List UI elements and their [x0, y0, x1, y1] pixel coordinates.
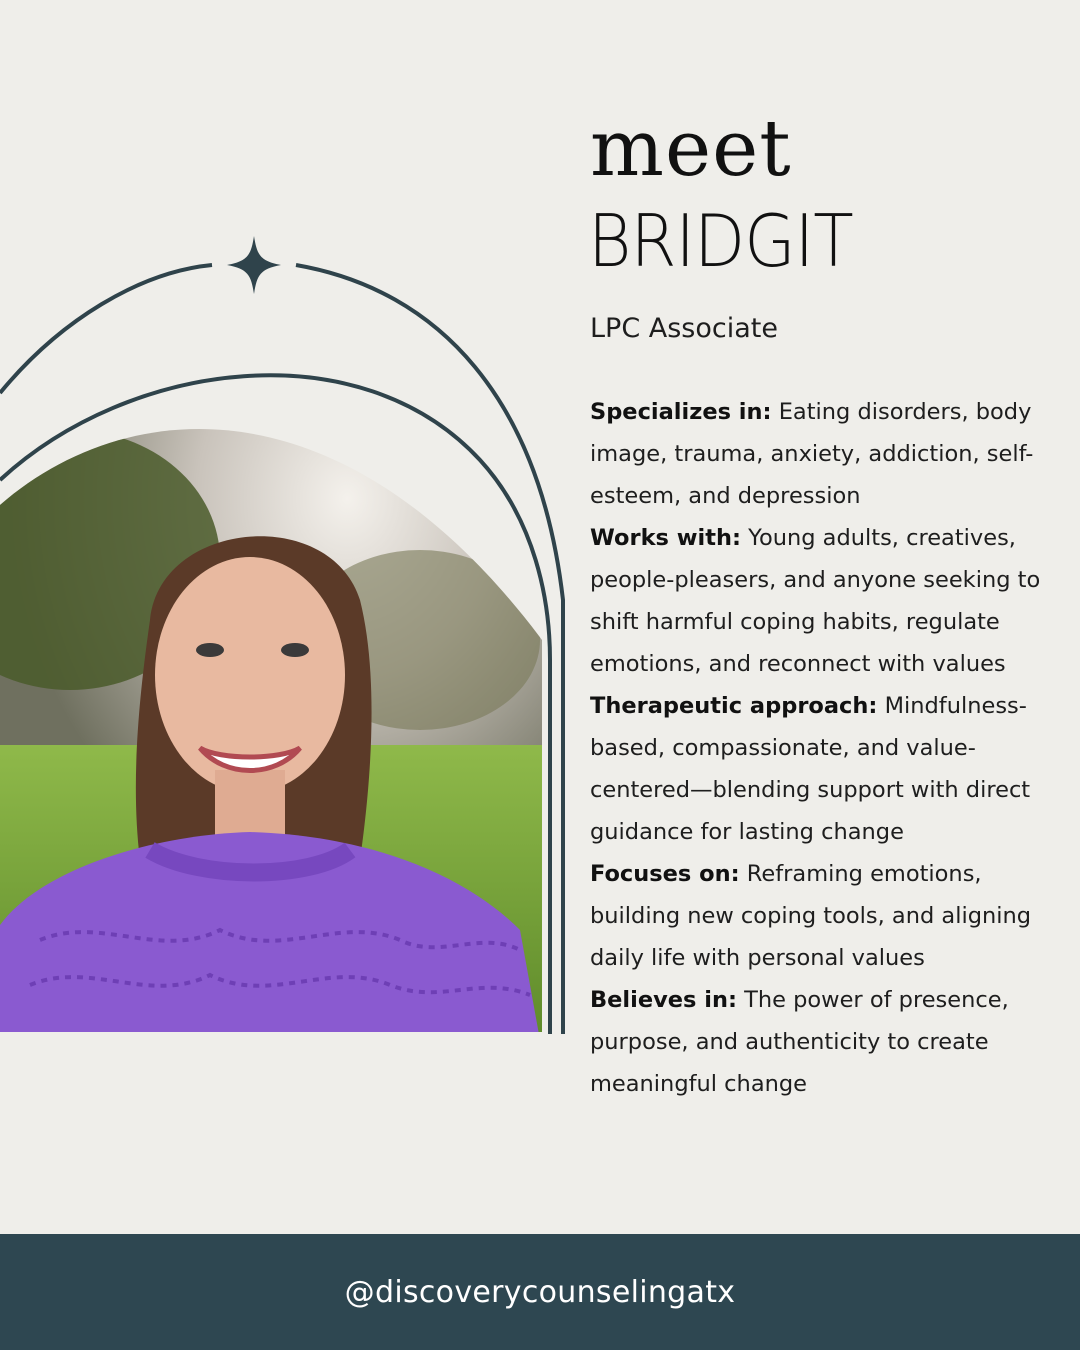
bio-approach	[590, 685, 1050, 853]
therapist-name: BRIDGIT	[588, 199, 853, 283]
bio-label: Works with:	[590, 525, 742, 551]
bio-label: Therapeutic approach:	[590, 693, 878, 719]
footer-bar	[0, 1234, 1080, 1350]
bio-section	[590, 391, 1050, 1105]
bio-specializes	[590, 391, 1050, 517]
bio-label: Focuses on:	[590, 861, 740, 887]
bio-text: Mindfulness-based, compassionate, and value-centered—blending support with direct guidance for lasting change	[590, 693, 1031, 845]
bio-text: Reframing emotions, building new coping tools, and aligning daily life with personal values	[590, 861, 1032, 971]
four-point-star-icon	[227, 236, 281, 294]
portrait-photo	[0, 380, 560, 1045]
bio-text: The power of presence, purpose, and authenticity to create meaningful change	[590, 987, 1009, 1097]
bio-label: Specializes in:	[590, 399, 772, 425]
bio-focuses	[590, 853, 1050, 979]
heading-meet: meet	[590, 104, 792, 194]
bio-label: Believes in:	[590, 987, 737, 1013]
social-handle[interactable]: @discoverycounselingatx	[344, 1274, 736, 1310]
credential-title: LPC Associate	[590, 313, 778, 344]
bio-works-with	[590, 517, 1050, 685]
bio-believes	[590, 979, 1050, 1105]
bio-text: Young adults, creatives, people-pleasers, and anyone seeking to shift harmful coping habits, regulate emotions, and reconnect with values	[590, 525, 1041, 677]
outer-arch-line	[0, 265, 212, 393]
bio-text: Eating disorders, body image, trauma, anxiety, addiction, self-esteem, and depression	[590, 399, 1034, 509]
